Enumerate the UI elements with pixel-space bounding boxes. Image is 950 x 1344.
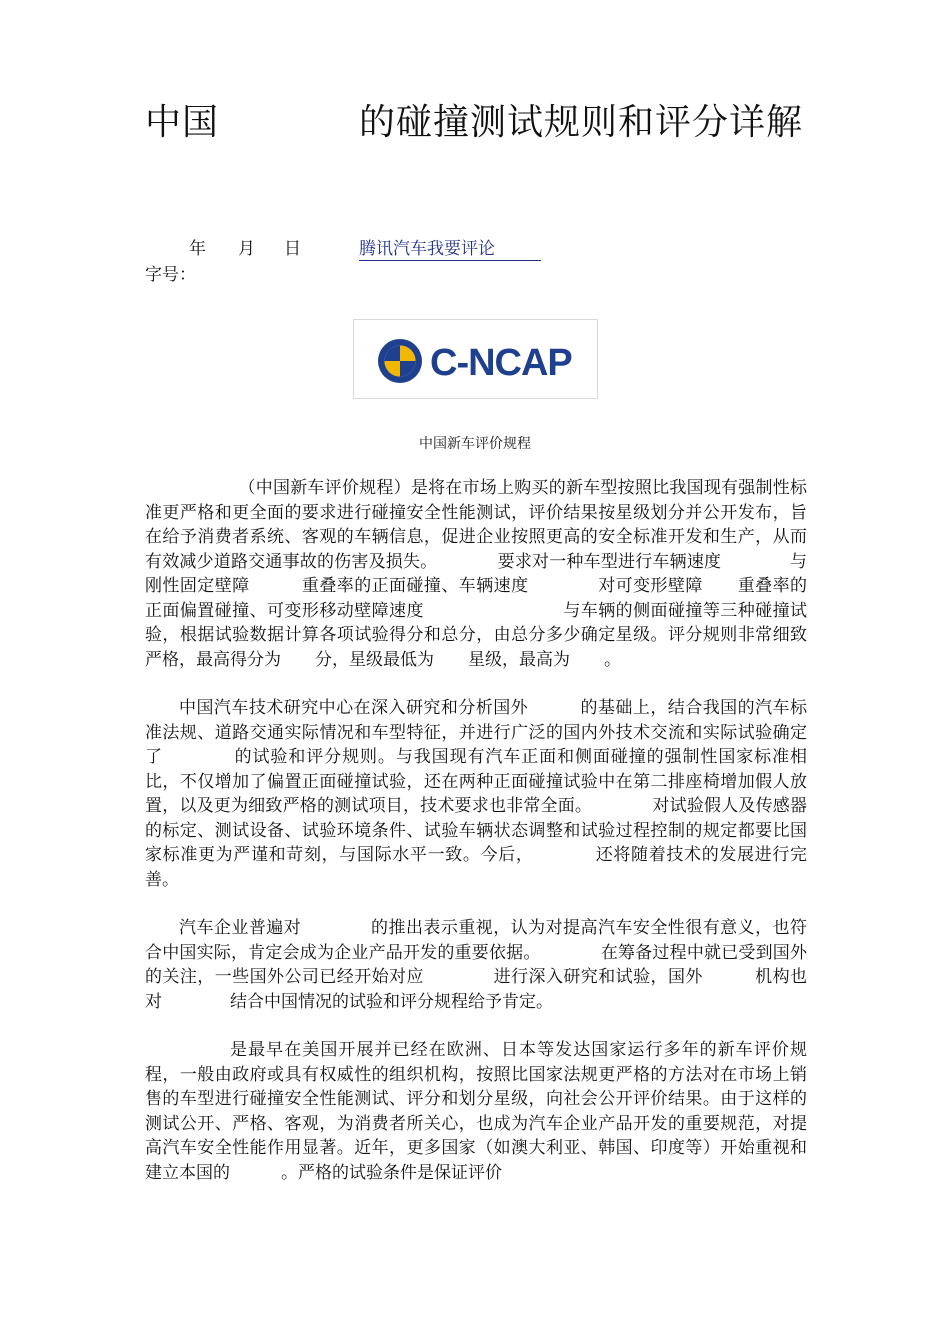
cncap-logo-image bbox=[353, 319, 598, 399]
article-meta bbox=[145, 236, 805, 288]
source-comment-link[interactable]: 腾讯汽车我要评论 bbox=[359, 236, 541, 261]
title-part-1: 中国 bbox=[145, 102, 220, 143]
font-size-label: 字号： bbox=[145, 265, 196, 285]
article-title bbox=[145, 98, 805, 148]
logo-text: C-NCAP bbox=[430, 342, 572, 384]
month-label: 月 bbox=[238, 239, 255, 259]
meta-date-line bbox=[145, 236, 805, 262]
year-label: 年 bbox=[189, 239, 206, 259]
meta-font-size-line bbox=[145, 262, 805, 288]
day-label: 日 bbox=[284, 239, 301, 259]
image-caption: 中国新车评价规程 bbox=[419, 436, 531, 452]
paragraph-2: 中国汽车技术研究中心在深入研究和分析国外 的基础上，结合我国的汽车标准法规、道路交通实际情况和车型特征，并进行广泛的国内外技术交流和实际试验确定了 的试验和评分规则。与我国现有汽车正面和侧面碰撞的强制性国家标准相比，不仅增加了偏置正面碰撞试验，还在两种正面碰撞试验中在第二排座椅增加假人放置，以及更为细致严格的测试项目，技术要求也非常全面。 对试验假人及传感器的标定、测试设备、试验环境条件、试验车辆状态调整和试验过程控制的规定都要比国家标准更为严谨和苛刻，与国际水平一致。今后， 还将随着技术的发展进行完善。 bbox=[145, 698, 807, 890]
cncap-logo-icon bbox=[354, 320, 597, 398]
title-part-2: 的碰撞测试规则和评分详解 bbox=[359, 102, 804, 143]
paragraph-4: 是最早在美国开展并已经在欧洲、日本等发达国家运行多年的新车评价规程，一般由政府或具有权威性的组织机构，按照比国家法规更严格的方法对在市场上销售的车型进行碰撞安全性能测试、评分和划分星级，向社会公开评价结果。由于这样的测试公开、严格、客观，为消费者所关心，也成为汽车企业产品开发的重要规范，对提高汽车安全性能作用显著。近年，更多国家（如澳大利亚、韩国、印度等）开始重视和建立本国的 。严格的试验条件是保证评价 bbox=[145, 1040, 807, 1183]
article-body bbox=[145, 476, 807, 1209]
paragraph-3: 汽车企业普遍对 的推出表示重视，认为对提高汽车安全性很有意义，也符合中国实际，肯定会成为企业产品开发的重要依据。 在筹备过程中就已受到国外的关注，一些国外公司已经开始对应 进行深入研究和试验，国外 机构也对 结合中国情况的试验和评分规程给予肯定。 bbox=[145, 918, 807, 1012]
paragraph-1: （中国新车评价规程）是将在市场上购买的新车型按照比我国现有强制性标准更严格和更全面的要求进行碰撞安全性能测试，评价结果按星级划分并公开发布，旨在给予消费者系统、客观的车辆信息，促进企业按照更高的安全标准开发和生产，从而有效减少道路交通事故的伤害及损失。 要求对一种车型进行车辆速度 与刚性固定壁障 重叠率的正面碰撞、车辆速度 对可变形壁障 重叠率的正面偏置碰撞、可变形移动壁障速度 与车辆的侧面碰撞等三种碰撞试验，根据试验数据计算各项试验得分和总分，由总分多少确定星级。评分规则非常细致严格，最高得分为 分，星级最低为 星级，最高为 。 bbox=[145, 478, 807, 670]
